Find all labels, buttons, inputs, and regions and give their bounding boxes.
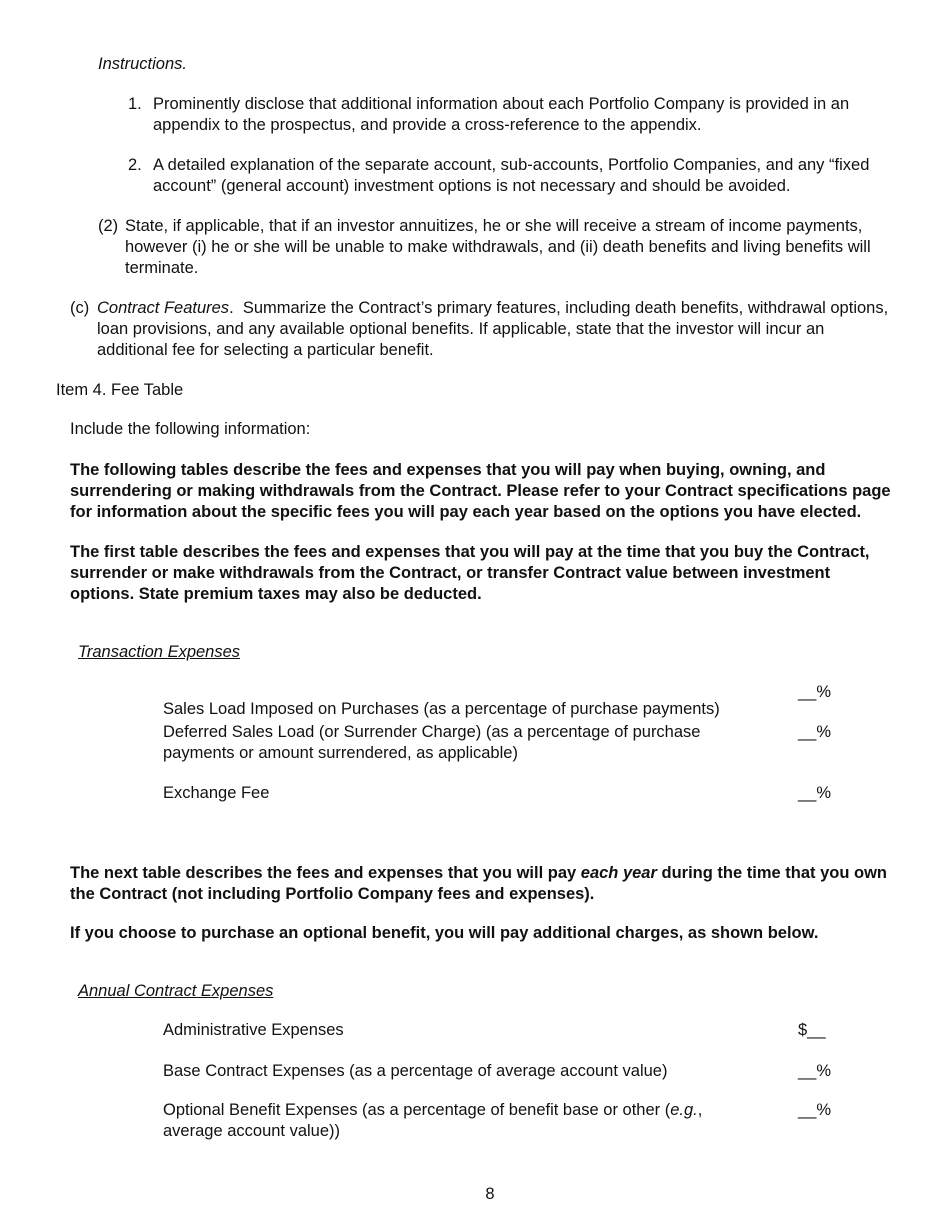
contract-features-title: Contract Features: [97, 299, 230, 317]
annual-row-value: __%: [798, 1062, 832, 1080]
item-c-text: Contract Features. Summarize the Contract’s primary features, including death benefits, withdrawal options, loan provisions, and any available optional benefits. If applicable, state that the investor will incur an additional fee for selecting a particular benefit.: [97, 299, 889, 359]
transaction-row-value: __%: [798, 723, 832, 741]
transaction-intro-paragraph: The first table describes the fees and expenses that you will pay at the time that you buy the Contract, surrender or make withdrawals from the Contract, or transfer Contract value between investment options. State premium taxes may also be deducted.: [70, 543, 870, 603]
item-2-number: (2): [98, 217, 119, 235]
page-number: 8: [485, 1185, 495, 1203]
optional-benefit-paragraph: If you choose to purchase an optional benefit, you will pay additional charges, as shown below.: [70, 924, 819, 942]
item4-heading: Item 4. Fee Table: [56, 381, 184, 399]
transaction-row-value: __%: [798, 683, 832, 701]
instruction-2-number: 2.: [128, 156, 142, 174]
each-year-emphasis: each year: [580, 864, 657, 882]
annual-intro-paragraph: The next table describes the fees and expenses that you will pay each year during the time that you own the Contract (not including Portfolio Company fees and expenses).: [70, 864, 887, 903]
include-text: Include the following information:: [70, 420, 311, 438]
annual-row-label: Administrative Expenses: [163, 1021, 344, 1039]
annual-row-value: __%: [798, 1101, 832, 1119]
annual-row-label: Base Contract Expenses (as a percentage of average account value): [163, 1062, 668, 1080]
item-c-number: (c): [70, 299, 90, 317]
annual-row-label: Optional Benefit Expenses (as a percentage of benefit base or other (e.g., average account value)): [163, 1101, 703, 1140]
instruction-1-number: 1.: [128, 95, 142, 113]
transaction-row-label: Sales Load Imposed on Purchases (as a percentage of purchase payments): [163, 699, 720, 718]
instructions-label: Instructions.: [98, 55, 187, 73]
instruction-2-text: A detailed explanation of the separate account, sub-accounts, Portfolio Companies, and any “fixed account” (general account) investment options is not necessary and should be avoided.: [153, 156, 870, 195]
transaction-row-label: Exchange Fee: [163, 784, 270, 802]
transaction-expenses-heading: Transaction Expenses: [78, 643, 241, 661]
transaction-row-value: __%: [798, 784, 832, 802]
annual-row-value: $__: [798, 1021, 826, 1039]
contract-features-body: Summarize the Contract’s primary features, including death benefits, withdrawal options, loan provisions, and any available optional benefits. If applicable, state that the investor will incur an additional fee for selecting a particular benefit.: [97, 299, 889, 359]
annual-contract-expenses-heading: Annual Contract Expenses: [78, 982, 274, 1000]
instruction-1-text: Prominently disclose that additional information about each Portfolio Company is provided in an appendix to the prospectus, and provide a cross-reference to the appendix.: [153, 95, 850, 134]
fee-intro-paragraph: The following tables describe the fees and expenses that you will pay when buying, owning, and surrendering or making withdrawals from the Contract. Please refer to your Contract specifications page for information about the specific fees you will pay each year based on the options you have elected.: [70, 461, 891, 521]
transaction-row-label: Deferred Sales Load (or Surrender Charge) (as a percentage of purchase payments or amount surrendered, as applicable): [163, 723, 701, 762]
item-2-text: State, if applicable, that if an investor annuitizes, he or she will receive a stream of income payments, however (i) he or she will be unable to make withdrawals, and (ii) death benefits and living benefits will terminate.: [125, 217, 871, 277]
